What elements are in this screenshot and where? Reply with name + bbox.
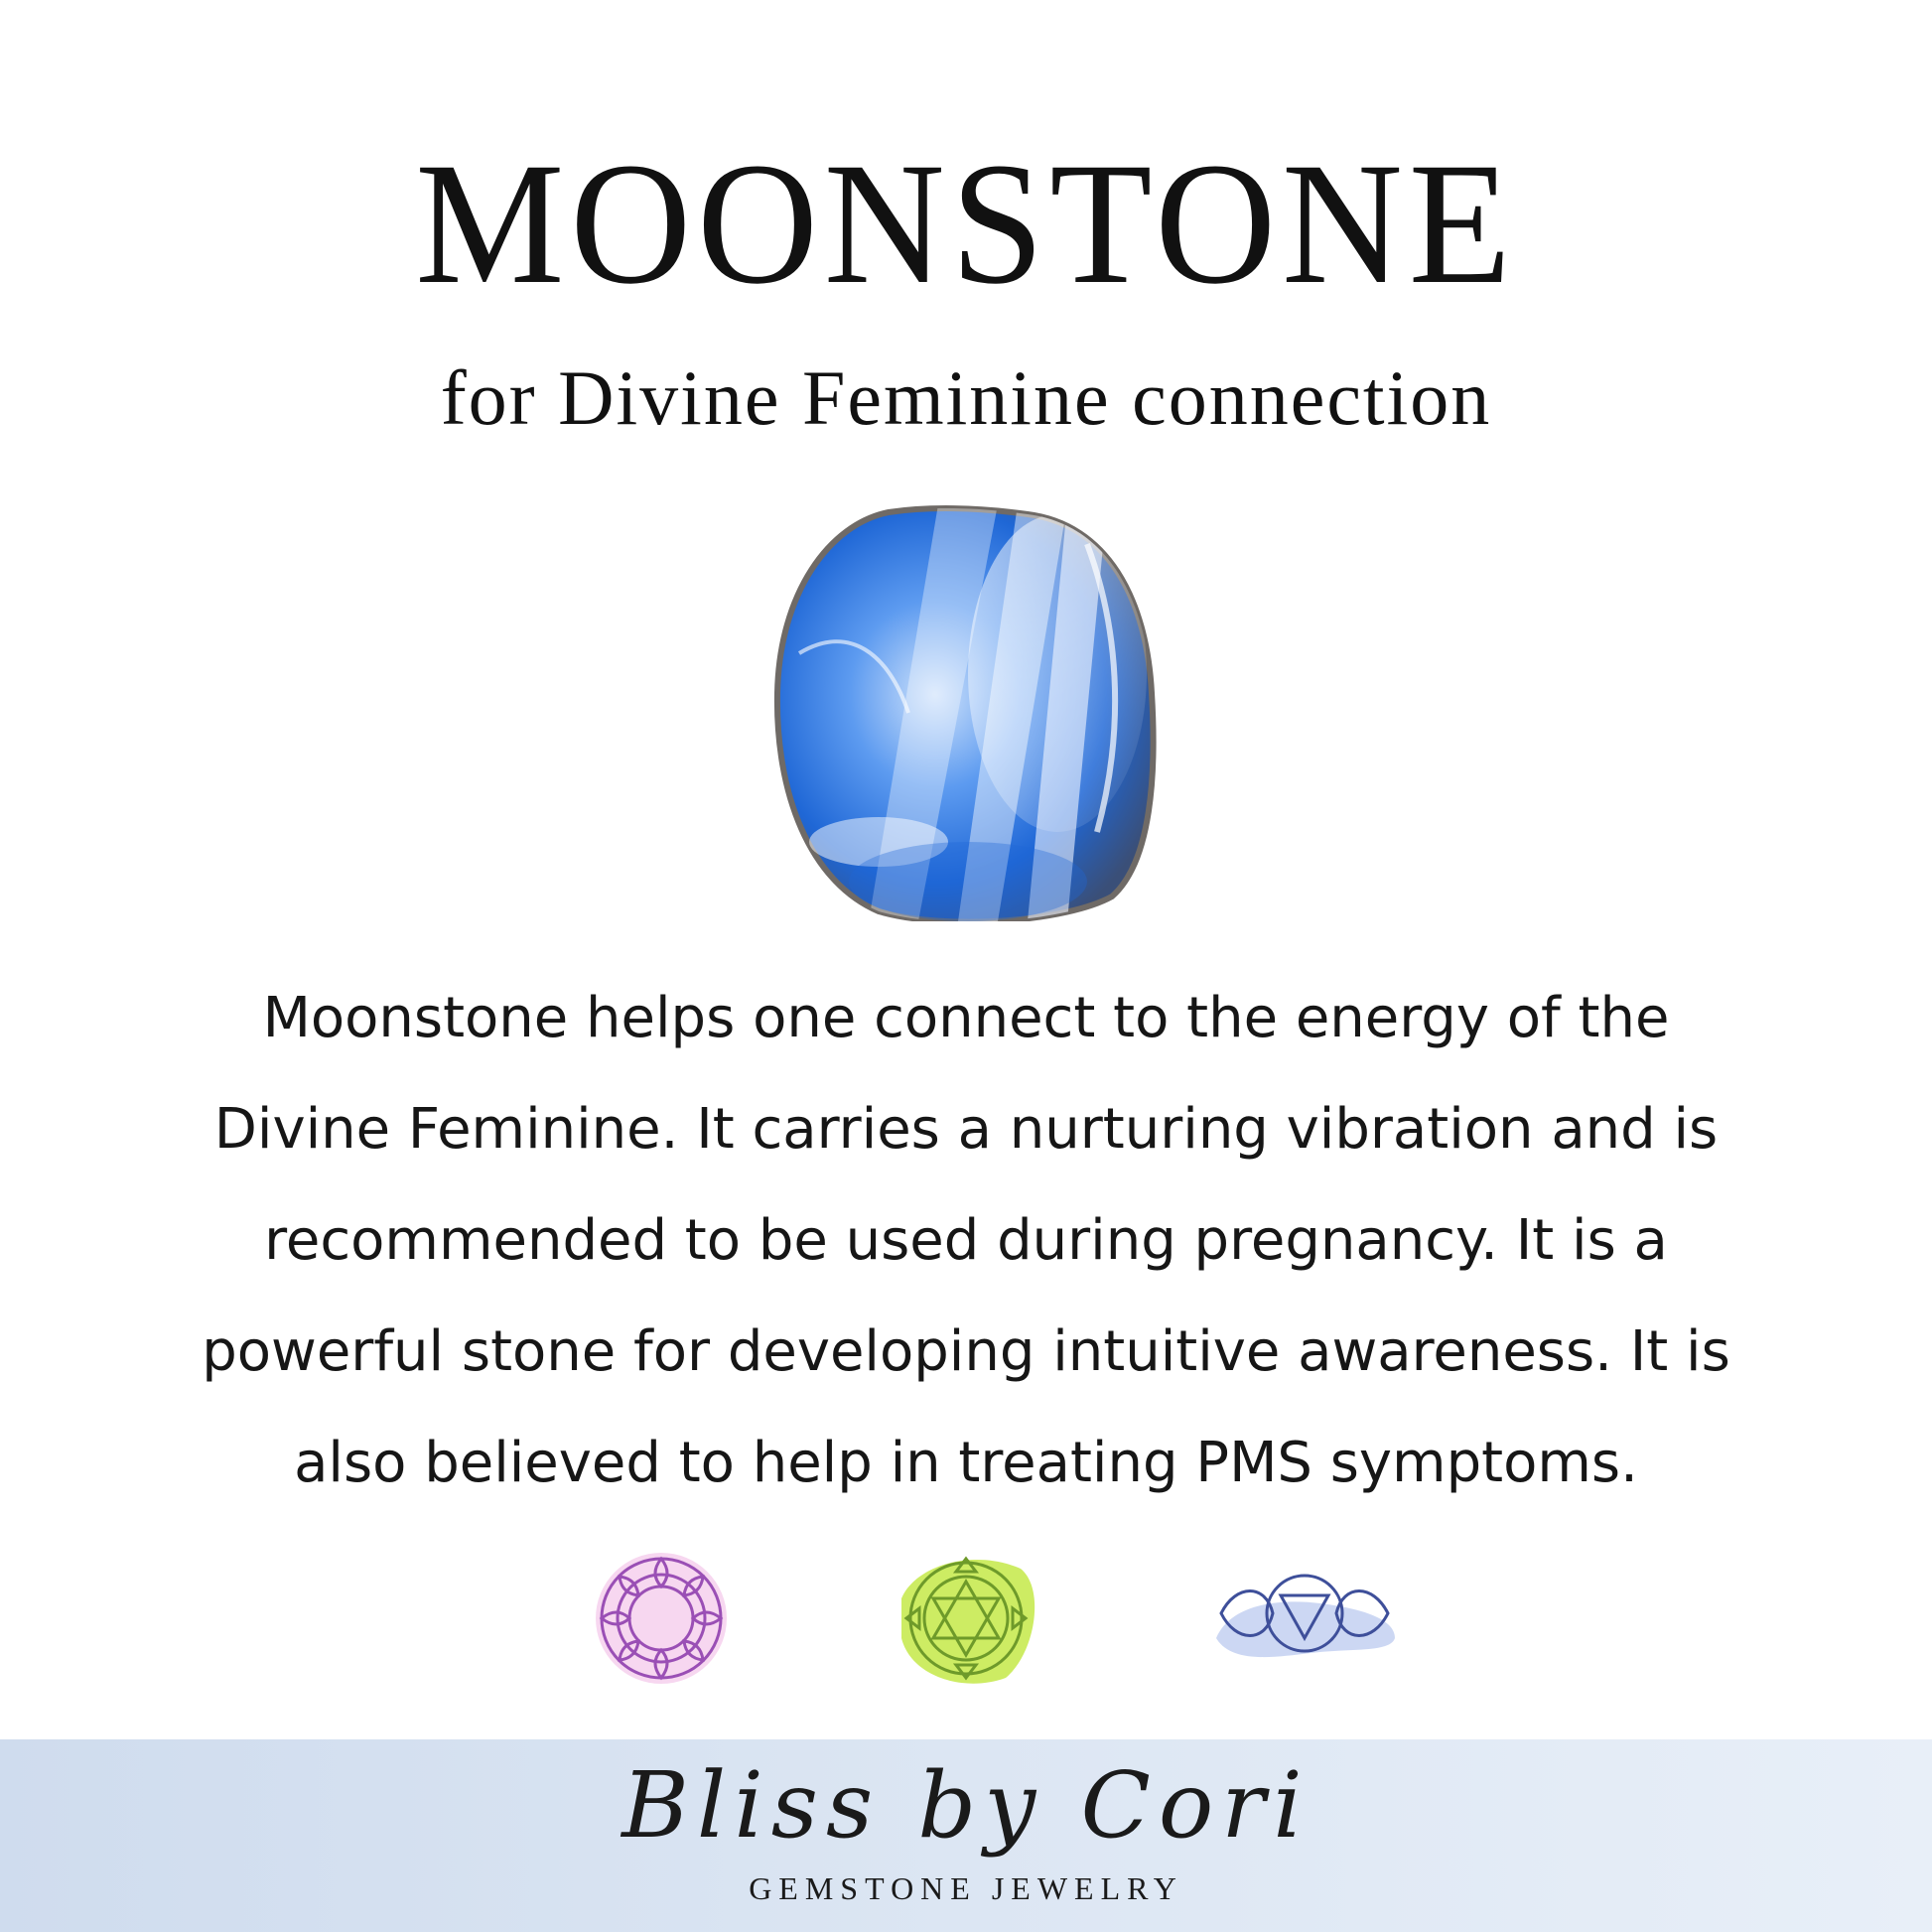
description-text: Moonstone helps one connect to the energy of the Divine Feminine. It carries a nurturing vibration and is recommended to be used during pregnancy. It is a powerful stone for developing intuitive awareness. It is also believed to help in treating PMS symptoms.: [202, 986, 1730, 1495]
moonstone-image: [769, 504, 1159, 921]
page-subtitle: for Divine Feminine connection: [440, 354, 1492, 441]
brand-tagline: GEMSTONE JEWELRY: [749, 1870, 1183, 1906]
brand-logo: Bliss by Cori: [621, 1752, 1311, 1859]
moonstone-icon: [769, 504, 1159, 921]
heart-chakra-icon: [887, 1544, 1045, 1693]
chakra-icons: [0, 1544, 1932, 1693]
crown-chakra-icon: [582, 1544, 741, 1693]
third-eye-chakra-icon: [1211, 1544, 1400, 1693]
page-title: MOONSTONE: [415, 127, 1517, 321]
brand-footer: [0, 1739, 1932, 1932]
